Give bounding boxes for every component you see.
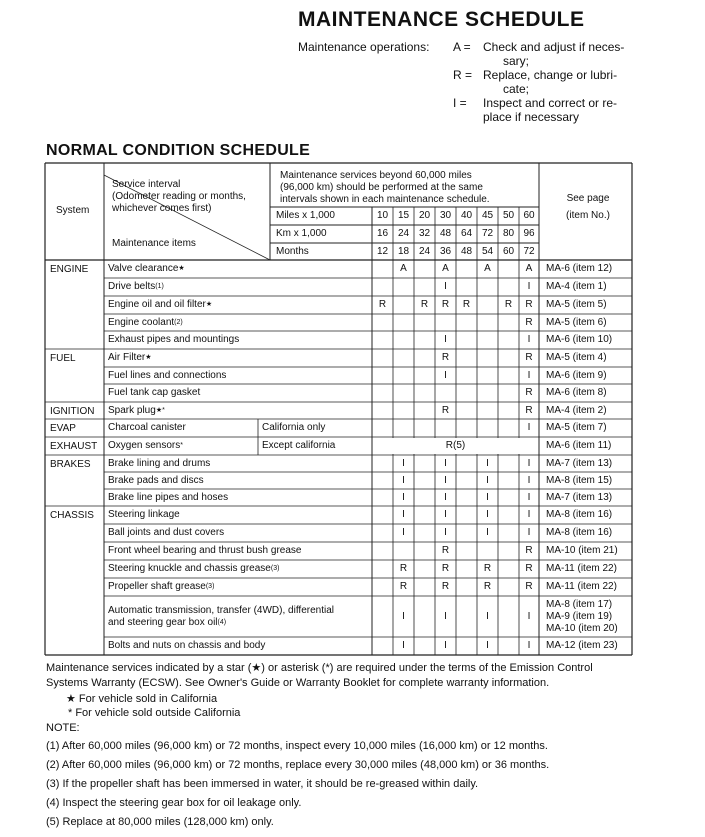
legend-key: A = (453, 40, 471, 54)
schedule-cell: I (402, 527, 405, 538)
page-ref: MA-9 (item 19) (546, 610, 613, 622)
schedule-cell: I (486, 640, 489, 651)
schedule-cell: I (527, 491, 531, 503)
legend-text: Check and adjust if neces- (483, 40, 625, 54)
schedule-cell: I (486, 509, 489, 520)
interval-value: 16 (376, 228, 389, 239)
schedule-cell: I (444, 640, 447, 651)
interval-value: 15 (397, 210, 410, 221)
page-ref: MA-7 (item 13) (546, 457, 613, 469)
page-ref: MA-6 (item 10) (546, 334, 613, 345)
schedule-cell: A (400, 263, 407, 274)
section-title: NORMAL CONDITION SCHEDULE (46, 142, 311, 159)
system-label: ENGINE (50, 264, 89, 275)
schedule-cell: I (444, 509, 447, 520)
interval-value: 48 (460, 246, 473, 257)
schedule-cell: I (486, 610, 489, 622)
note-item: (2) After 60,000 miles (96,000 km) or 72 months, replace every 30,000 miles (48,000 km) or 36 months. (46, 759, 550, 771)
page-ref: MA-7 (item 13) (546, 491, 613, 503)
maintenance-item: Steering linkage (108, 509, 180, 520)
interval-value: 24 (418, 246, 431, 257)
footer-text: Systems Warranty (ECSW). See Owner's Guide or Warranty Booklet for complete warranty information. (46, 677, 550, 689)
page-ref: MA-8 (item 17) (546, 598, 613, 610)
note-heading: NOTE: (46, 722, 80, 734)
odometer-label: (Odometer reading or months, (112, 191, 246, 202)
maintenance-item: Front wheel bearing and thrust bush grease (108, 545, 302, 556)
schedule-cell: R (483, 581, 492, 592)
interval-label: Km x 1,000 (276, 228, 327, 239)
schedule-cell: R (525, 563, 533, 574)
schedule-cell: R (441, 563, 450, 574)
page-ref: MA-8 (item 16) (546, 509, 613, 520)
schedule-cell: I (444, 527, 447, 538)
schedule-cell: R (504, 299, 513, 310)
schedule-cell: I (402, 610, 405, 622)
legend-key: I = (453, 96, 467, 110)
schedule-cell: R (378, 299, 387, 310)
schedule-cell: I (444, 474, 447, 486)
schedule-cell: I (527, 640, 531, 651)
schedule-cell: I (486, 527, 489, 538)
interval-label: Months (276, 246, 309, 257)
page-ref: MA-6 (item 8) (546, 387, 607, 398)
system-label: EXHAUST (50, 441, 98, 452)
page-ref: MA-6 (item 11) (546, 440, 612, 451)
item-no-header: (item No.) (566, 210, 610, 221)
schedule-cell: I (486, 474, 489, 486)
schedule-cell: R (441, 352, 450, 363)
legend-text: Replace, change or lubri- (483, 68, 618, 82)
interval-value: 36 (439, 246, 452, 257)
schedule-cell: I (486, 491, 489, 503)
interval-value: 50 (502, 210, 515, 221)
maintenance-item: and steering gear box oil$^{(4)}$ (108, 616, 227, 628)
schedule-cell: R (441, 299, 450, 310)
page-ref: MA-4 (item 1) (546, 281, 607, 292)
legend-key: R = (453, 68, 473, 82)
maintenance-item: Brake lining and drums (108, 457, 211, 469)
interval-value: 54 (481, 246, 494, 257)
schedule-cell: A (525, 263, 533, 274)
schedule-cell: R (525, 387, 533, 398)
schedule-cell: I (527, 334, 531, 345)
maintenance-item: Brake pads and discs (108, 474, 204, 486)
maintenance-item: Exhaust pipes and mountings (108, 334, 240, 345)
maintenance-item: Drive belts$^{(1)}$ (108, 281, 164, 292)
schedule-cell: I (527, 369, 531, 381)
page-ref: MA-8 (item 15) (546, 474, 613, 486)
page-ref: MA-10 (item 20) (546, 622, 618, 634)
note-item: (3) If the propeller shaft has been immersed in water, it should be re-greased within daily. (46, 778, 479, 790)
page-ref: MA-11 (item 22) (546, 563, 617, 574)
schedule-cell: I (527, 509, 531, 520)
page-ref: MA-5 (item 5) (546, 299, 607, 310)
schedule-cell: R (525, 316, 533, 328)
system-label: CHASSIS (50, 510, 94, 521)
maintenance-item: Engine oil and oil filter★ (108, 299, 213, 310)
interval-value: 20 (418, 210, 431, 221)
schedule-cell: R(5) (445, 440, 466, 451)
whichever-label: whichever comes first) (112, 203, 212, 214)
schedule-cell: I (444, 457, 447, 469)
interval-value: 60 (523, 210, 535, 221)
system-label: EVAP (50, 423, 76, 434)
schedule-cell: R (462, 299, 471, 310)
footer-asterisk-note: * For vehicle sold outside California (68, 707, 241, 719)
maintenance-item: Bolts and nuts on chassis and body (108, 640, 266, 651)
page-ref: MA-5 (item 7) (546, 422, 607, 433)
maintenance-item: Engine coolant$^{(2)}$ (108, 316, 183, 328)
schedule-cell: R (441, 404, 450, 416)
interval-value: 72 (523, 246, 535, 257)
page-ref: MA-12 (item 23) (546, 640, 618, 651)
interval-label: Miles x 1,000 (276, 210, 335, 221)
footer-text: Maintenance services indicated by a star (★) or asterisk (*) are required under the terms of the Emission Control (46, 662, 593, 674)
schedule-cell: R (441, 545, 450, 556)
interval-value: 40 (460, 210, 473, 221)
schedule-cell: I (444, 491, 447, 503)
schedule-cell: I (402, 509, 405, 520)
schedule-cell: R (525, 404, 533, 416)
legend-text: sary; (503, 54, 530, 68)
interval-value: 80 (502, 228, 515, 239)
schedule-cell: R (399, 581, 408, 592)
system-label: IGNITION (50, 406, 95, 417)
schedule-cell: I (444, 334, 447, 345)
maintenance-item: Valve clearance★ (108, 263, 185, 274)
maintenance-item: Propeller shaft grease$^{(3)}$ (108, 581, 215, 592)
interval-value: 45 (481, 210, 494, 221)
interval-value: 96 (523, 228, 535, 239)
beyond-note: (96,000 km) should be performed at the same (280, 182, 483, 193)
schedule-cell: I (402, 457, 405, 469)
interval-value: 30 (439, 210, 452, 221)
schedule-cell: I (444, 281, 447, 292)
schedule-cell: I (527, 474, 531, 486)
interval-value: 10 (376, 210, 389, 221)
interval-value: 60 (502, 246, 515, 257)
maintenance-items-label: Maintenance items (112, 238, 196, 249)
see-page-header: See page (566, 193, 610, 204)
maintenance-item: Charcoal canister (108, 422, 186, 433)
system-header: System (56, 205, 90, 216)
schedule-cell: I (402, 474, 405, 486)
schedule-cell: R (525, 581, 533, 592)
note-item: (1) After 60,000 miles (96,000 km) or 72 months, inspect every 10,000 miles (16,000 km) or 12 months. (46, 740, 548, 752)
maintenance-item: Brake line pipes and hoses (108, 491, 229, 503)
schedule-cell: I (402, 491, 405, 503)
system-label: BRAKES (50, 459, 91, 470)
schedule-cell: I (527, 422, 531, 433)
condition-label: Except california (262, 440, 336, 451)
footer-star-note: ★ For vehicle sold in California (66, 693, 218, 705)
schedule-cell: R (483, 563, 492, 574)
schedule-cell: R (525, 299, 533, 310)
page-ref: MA-11 (item 22) (546, 581, 617, 592)
schedule-cell: R (441, 581, 450, 592)
service-interval-label: Service interval (112, 179, 181, 190)
page-ref: MA-5 (item 6) (546, 316, 607, 328)
page-title: MAINTENANCE SCHEDULE (298, 8, 585, 31)
schedule-cell: R (525, 352, 533, 363)
schedule-cell: R (399, 563, 408, 574)
interval-value: 64 (460, 228, 473, 239)
interval-value: 12 (376, 246, 389, 257)
page-ref: MA-4 (item 2) (546, 404, 607, 416)
maintenance-item: Automatic transmission, transfer (4WD), differential (108, 604, 335, 616)
note-item: (5) Replace at 80,000 miles (128,000 km) only. (46, 816, 274, 828)
maintenance-item: Ball joints and dust covers (108, 527, 225, 538)
schedule-cell: A (442, 263, 449, 274)
condition-label: California only (262, 422, 326, 433)
schedule-cell: I (527, 527, 531, 538)
legend-label: Maintenance operations: (298, 40, 430, 54)
page-ref: MA-6 (item 9) (546, 369, 607, 381)
system-label: FUEL (50, 353, 76, 364)
schedule-cell: I (402, 640, 405, 651)
schedule-cell: I (527, 610, 531, 622)
legend-text: place if necessary (483, 110, 580, 124)
schedule-cell: R (525, 545, 533, 556)
maintenance-item: Fuel tank cap gasket (108, 387, 201, 398)
beyond-note: intervals shown in each maintenance schedule. (280, 194, 490, 205)
maintenance-item: Air Filter★ (108, 352, 152, 363)
page-ref: MA-10 (item 21) (546, 545, 618, 556)
schedule-cell: I (527, 281, 531, 292)
schedule-cell: I (486, 457, 489, 469)
schedule-cell: I (444, 369, 447, 381)
page-ref: MA-8 (item 16) (546, 527, 613, 538)
maintenance-item: Fuel lines and connections (108, 369, 227, 381)
beyond-note: Maintenance services beyond 60,000 miles (280, 170, 472, 181)
note-item: (4) Inspect the steering gear box for oil leakage only. (46, 797, 302, 809)
interval-value: 32 (418, 228, 431, 239)
schedule-cell: I (444, 610, 447, 622)
page-ref: MA-6 (item 12) (546, 263, 613, 274)
interval-value: 24 (397, 228, 410, 239)
maintenance-item: Spark plug★* (108, 404, 165, 416)
schedule-cell: I (527, 457, 531, 469)
maintenance-item: Oxygen sensors* (108, 440, 183, 451)
page-ref: MA-5 (item 4) (546, 352, 607, 363)
interval-value: 72 (481, 228, 494, 239)
legend-text: cate; (503, 82, 530, 96)
schedule-cell: A (484, 263, 491, 274)
interval-value: 18 (397, 246, 410, 257)
legend-text: Inspect and correct or re- (483, 96, 618, 110)
interval-value: 48 (439, 228, 452, 239)
maintenance-item: Steering knuckle and chassis grease$^{(3)}$ (108, 563, 280, 574)
schedule-cell: R (420, 299, 429, 310)
